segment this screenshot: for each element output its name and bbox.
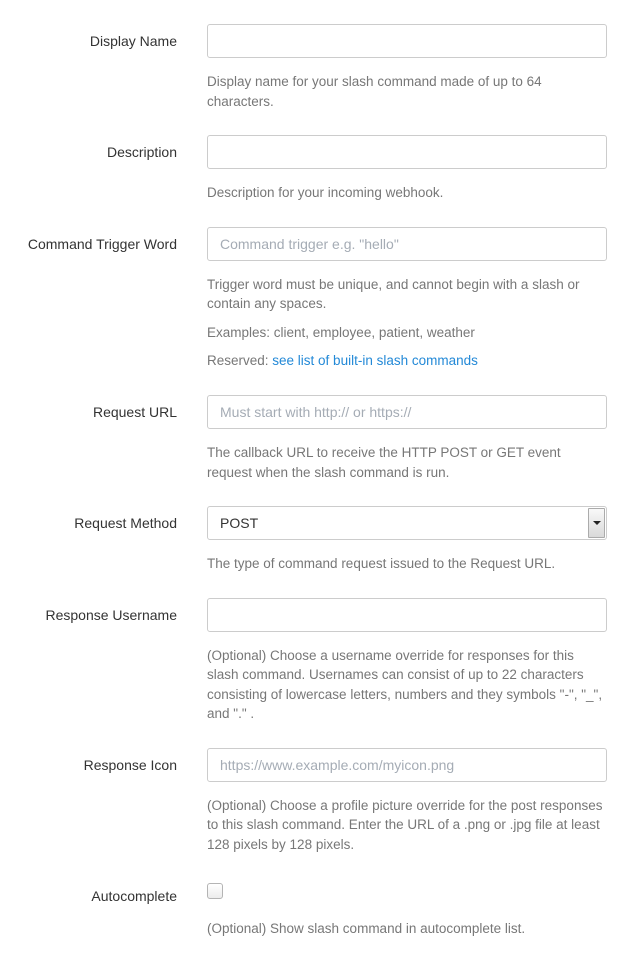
response-username-control xyxy=(207,598,607,724)
request-url-help-text: The callback URL to receive the HTTP POST or GET event request when the slash command is run. xyxy=(207,444,561,480)
request-method-help-text: The type of command request issued to the Request URL. xyxy=(207,556,556,572)
chevron-down-icon[interactable] xyxy=(588,508,605,538)
form-group-response-username xyxy=(0,598,625,724)
display-name-help-text: Display name for your slash command made of up to 64 characters. xyxy=(207,74,542,109)
display-name-help xyxy=(207,72,607,111)
description-label: Description xyxy=(106,144,177,161)
autocomplete-help xyxy=(207,919,607,939)
response-icon-label: Response Icon xyxy=(83,756,177,773)
form-group-request-method xyxy=(0,506,625,574)
request-method-label: Request Method xyxy=(74,515,177,532)
trigger-word-help-reserved xyxy=(207,351,607,371)
form-group-description xyxy=(0,135,625,203)
form-group-trigger-word xyxy=(0,227,625,371)
description-help-text: Description for your incoming webhook. xyxy=(207,185,444,201)
autocomplete-control xyxy=(207,879,607,939)
request-method-help xyxy=(207,554,607,574)
display-name-label: Display Name xyxy=(89,33,177,49)
response-username-input[interactable] xyxy=(207,598,607,632)
built-in-slash-commands-link[interactable]: see list of built-in slash commands xyxy=(272,353,478,369)
autocomplete-help-text: (Optional) Show slash command in autocomplete list. xyxy=(207,920,526,936)
trigger-word-input[interactable] xyxy=(207,227,607,261)
request-url-help xyxy=(207,443,607,482)
form-group-request-url xyxy=(0,395,625,482)
autocomplete-label: Autocomplete xyxy=(91,887,177,904)
description-help xyxy=(207,183,607,203)
request-url-input[interactable] xyxy=(207,395,607,429)
trigger-word-control xyxy=(207,227,607,371)
trigger-word-help-unique: Trigger word must be unique, and cannot begin with a slash or contain any spaces. xyxy=(207,276,580,312)
trigger-word-help-examples: Examples: client, employee, patient, weather xyxy=(207,324,475,340)
response-icon-help-text: (Optional) Choose a profile picture override for the post responses to this slash command. Enter the URL of a .png or .jpg file at least 128 pixels by 128 pixels. xyxy=(207,797,603,852)
form-group-autocomplete xyxy=(0,879,625,939)
form-group-response-icon xyxy=(0,748,625,855)
request-method-select[interactable] xyxy=(207,506,607,540)
trigger-word-reserved-prefix: Reserved: xyxy=(207,353,273,369)
response-username-label: Response Username xyxy=(45,606,177,623)
request-method-control xyxy=(207,506,607,574)
trigger-word-label: Command Trigger Word xyxy=(27,235,177,252)
response-icon-input[interactable] xyxy=(207,748,607,782)
autocomplete-checkbox[interactable] xyxy=(207,883,223,899)
response-username-help xyxy=(207,646,607,724)
response-icon-control xyxy=(207,748,607,855)
display-name-control xyxy=(207,24,607,111)
description-control xyxy=(207,135,607,203)
description-input[interactable] xyxy=(207,135,607,169)
trigger-word-help xyxy=(207,275,607,371)
display-name-input[interactable] xyxy=(207,24,607,58)
request-url-label: Request URL xyxy=(92,403,177,420)
request-method-selected-value: POST xyxy=(220,515,259,532)
response-icon-help xyxy=(207,796,607,855)
request-url-control xyxy=(207,395,607,482)
response-username-help-text: (Optional) Choose a username override for responses for this slash command. Usernames can consist of up to 22 characters consisting of lowercase letters, numbers and they symbols "-", "_", and "." . xyxy=(207,647,603,722)
form-group-display-name xyxy=(0,24,625,111)
